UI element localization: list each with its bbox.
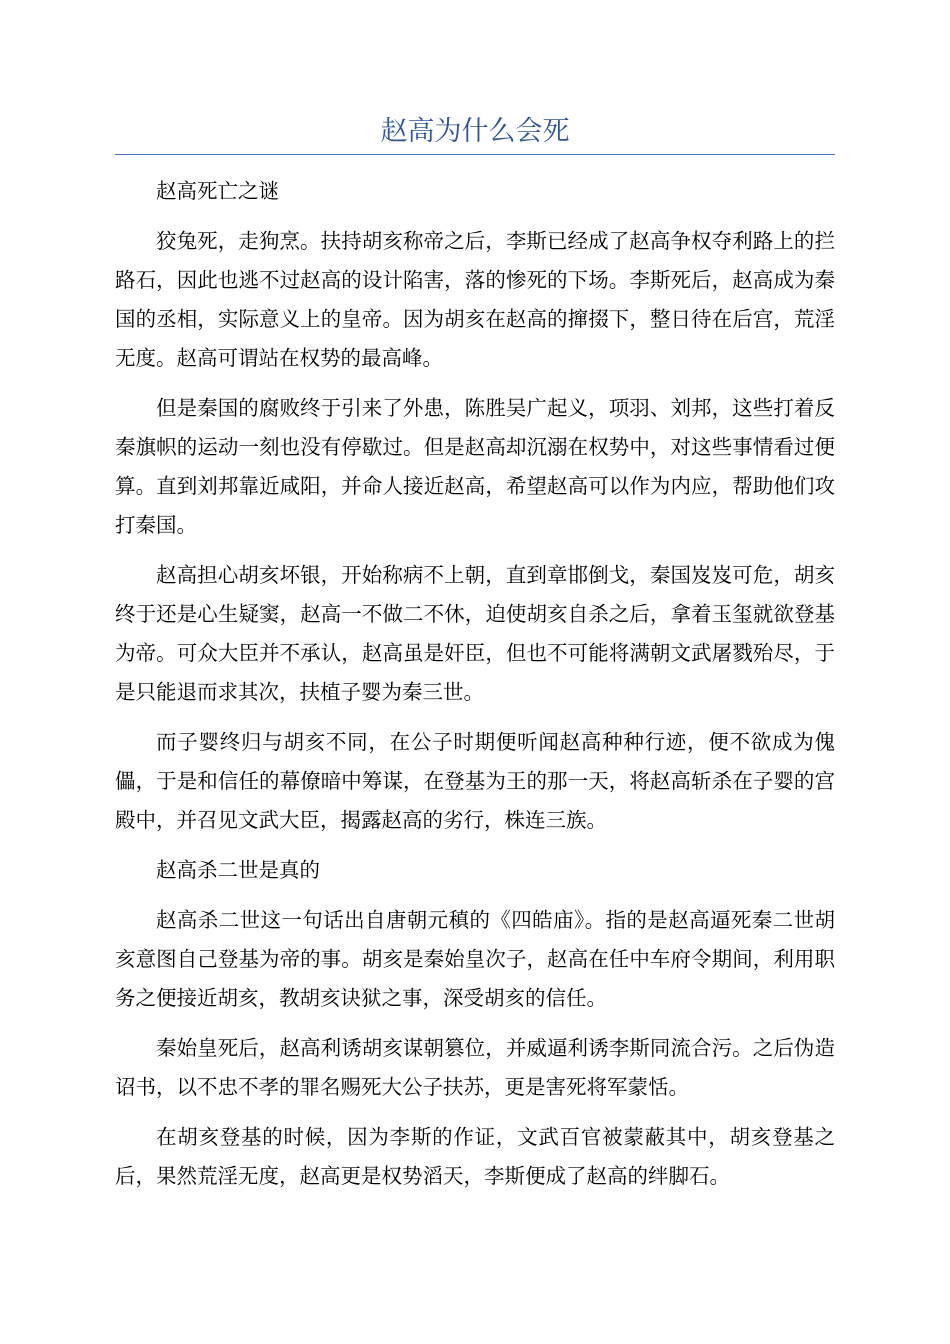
section-heading-killed-second-emperor: 赵高杀二世是真的: [156, 858, 320, 882]
paragraph: 而子婴终归与胡亥不同，在公子时期便听闻赵高种种行迹，便不欲成为傀儡，于是和信任的幕僚暗中筹谋，在登基为王的那一天，将赵高斩杀在子婴的宫殿中，并召见文武大臣，揭露赵高的劣行，株连三族。: [115, 730, 835, 832]
title-underline: [115, 154, 835, 155]
paragraph: 在胡亥登基的时候，因为李斯的作证，文武百官被蒙蔽其中，胡亥登基之后，果然荒淫无度，赵高更是权势滔天，李斯便成了赵高的绊脚石。: [115, 1125, 835, 1188]
paragraph: 秦始皇死后，赵高利诱胡亥谋朝篡位，并威逼利诱李斯同流合污。之后伪造诏书，以不忠不孝的罪名赐死大公子扶苏，更是害死将军蒙恬。: [115, 1036, 835, 1099]
document-title: 赵高为什么会死: [380, 116, 570, 147]
paragraph: 狡兔死，走狗烹。扶持胡亥称帝之后，李斯已经成了赵高争权夺利路上的拦路石，因此也逃不过赵高的设计陷害，落的惨死的下场。李斯死后，赵高成为秦国的丞相，实际意义上的皇帝。因为胡亥在赵高的撺掇下，整日待在后宫，荒淫无度。赵高可谓站在权势的最高峰。: [115, 229, 835, 370]
paragraph: 但是秦国的腐败终于引来了外患，陈胜吴广起义，项羽、刘邦，这些打着反秦旗帜的运动一刻也没有停歇过。但是赵高却沉溺在权势中，对这些事情看过便算。直到刘邦靠近咸阳，并命人接近赵高，希望赵高可以作为内应，帮助他们攻打秦国。: [115, 396, 835, 537]
paragraph: 赵高担心胡亥坏银，开始称病不上朝，直到章邯倒戈，秦国岌岌可危，胡亥终于还是心生疑窦，赵高一不做二不休，迫使胡亥自杀之后，拿着玉玺就欲登基为帝。可众大臣并不承认，赵高虽是奸臣，但也不可能将满朝文武屠戮殆尽，于是只能退而求其次，扶植子婴为秦三世。: [115, 563, 835, 704]
paragraph: 赵高杀二世这一句话出自唐朝元稹的《四皓庙》。指的是赵高逼死秦二世胡亥意图自己登基为帝的事。胡亥是秦始皇次子，赵高在任中车府令期间，利用职务之便接近胡亥，教胡亥诀狱之事，深受胡亥的信任。: [115, 908, 835, 1010]
section-heading-death-mystery: 赵高死亡之谜: [156, 179, 279, 203]
title-block: [115, 112, 835, 155]
document-body: [115, 172, 835, 1207]
